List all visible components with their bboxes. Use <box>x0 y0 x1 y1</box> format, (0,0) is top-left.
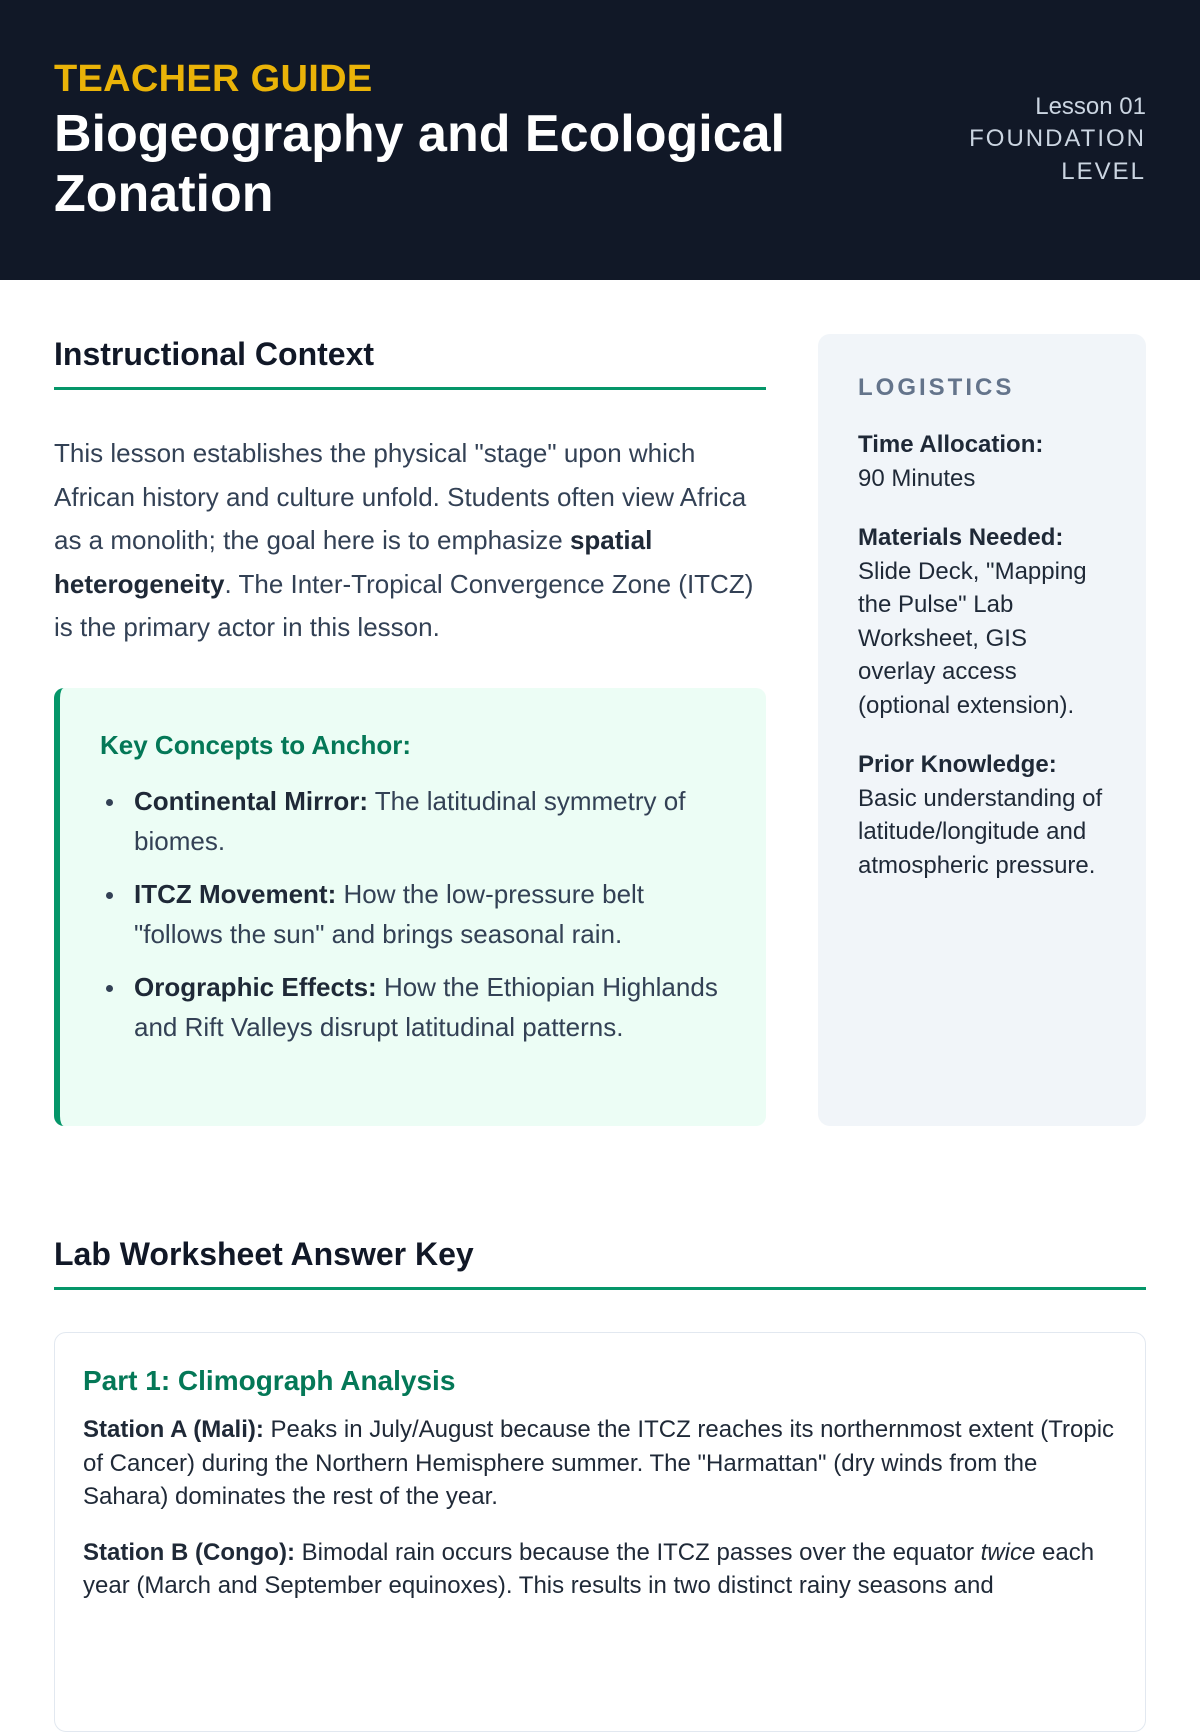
logistics-label: Materials Needed: <box>858 524 1064 551</box>
answer-card <box>54 1332 1146 1732</box>
answer-key-section <box>54 1236 1146 1732</box>
station-label: Station B (Congo): <box>83 1538 295 1566</box>
station-text: Bimodal rain occurs because the ITCZ passes over the equator <box>294 1538 981 1566</box>
concept-text: How the low-pressure belt "follows the sun" and brings seasonal rain. <box>134 879 645 949</box>
concept-text: How the Ethiopian Highlands and Rift Valleys disrupt latitudinal patterns. <box>134 972 718 1042</box>
list-item <box>100 781 726 861</box>
concept-term: ITCZ Movement: <box>134 879 337 909</box>
lesson-level: FOUNDATION LEVEL <box>969 125 1146 185</box>
key-concepts-callout <box>54 688 766 1126</box>
intro-text: . The Inter-Tropical Convergence Zone (ITCZ) is the primary actor in this lesson. <box>54 568 754 642</box>
station-text: Peaks in July/August because the ITCZ reaches its northernmost extent (Tropic of Cancer) during the Northern Hemisphere summer. The "Harmattan" (dry winds from the Sahara) dominates the rest of the year. <box>83 1416 1115 1510</box>
document-type-label: TEACHER GUIDE <box>54 58 373 100</box>
logistics-sidebar <box>818 334 1146 1126</box>
logistics-item <box>858 428 1106 495</box>
logistics-value: Slide Deck, "Mapping the Pulse" Lab Worksheet, GIS overlay access (optional extension). <box>858 557 1087 719</box>
page-title: Biogeography and Ecological Zonation <box>54 105 785 223</box>
concept-term: Continental Mirror: <box>134 786 368 816</box>
callout-title: Key Concepts to Anchor: <box>100 730 412 760</box>
station-answer <box>83 1536 1117 1603</box>
intro-text: This lesson establishes the physical "stage" upon which African history and culture unfold. Students often view Africa as a monolith; the goal here is to emphasize <box>54 438 747 555</box>
concept-term: Orographic Effects: <box>134 972 377 1002</box>
sidebar-title: LOGISTICS <box>858 374 1015 401</box>
logistics-item <box>858 521 1106 722</box>
list-item <box>100 967 726 1047</box>
concept-text: The latitudinal symmetry of biomes. <box>134 786 686 856</box>
logistics-value: Basic understanding of latitude/longitude and atmospheric pressure. <box>858 784 1103 879</box>
instructional-context-section <box>54 336 766 650</box>
intro-emphasis: spatial heterogeneity <box>54 525 653 599</box>
intro-paragraph <box>54 432 766 650</box>
part-title: Part 1: Climograph Analysis <box>83 1365 456 1396</box>
lesson-meta <box>926 92 1146 188</box>
section-heading: Instructional Context <box>54 336 766 390</box>
logistics-label: Time Allocation: <box>858 431 1044 458</box>
concept-list <box>100 781 726 1047</box>
station-label: Station A (Mali): <box>83 1416 264 1443</box>
logistics-label: Prior Knowledge: <box>858 751 1057 778</box>
page-header <box>0 0 1200 280</box>
logistics-item <box>858 748 1106 882</box>
station-answer <box>83 1413 1117 1514</box>
lesson-number: Lesson 01 <box>1035 93 1146 120</box>
logistics-value: 90 Minutes <box>858 464 976 492</box>
station-emphasis: twice <box>980 1538 1036 1566</box>
list-item <box>100 874 726 954</box>
station-text: each year (March and September equinoxes). This results in two distinct rainy seasons and <box>83 1538 1095 1599</box>
section-heading: Lab Worksheet Answer Key <box>54 1236 1146 1290</box>
